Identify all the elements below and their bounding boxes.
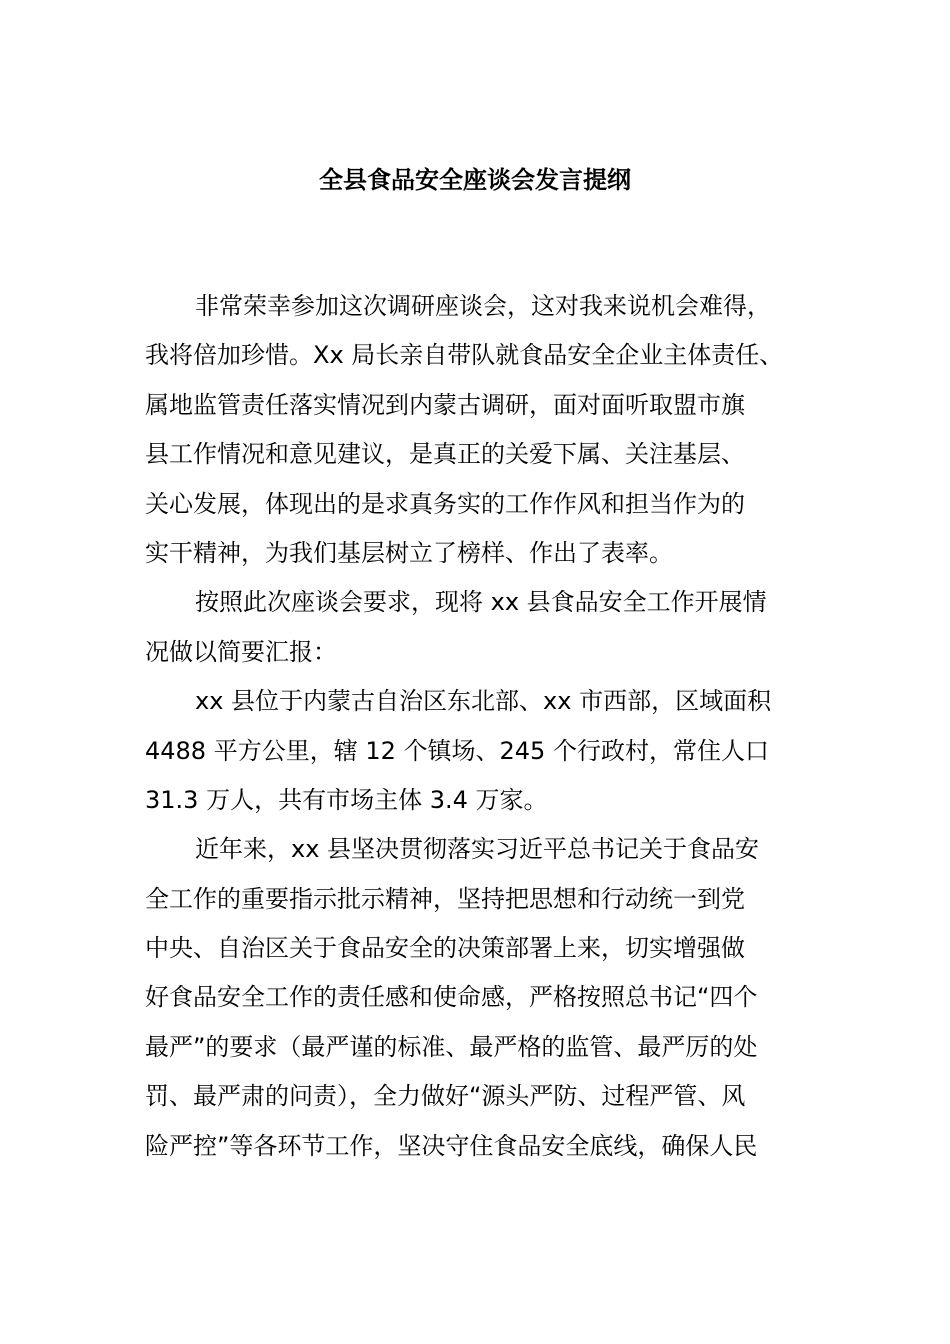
text-line: 4488 平方公里，辖 12 个镇场、245 个行政村，常住人口 <box>145 736 769 765</box>
text-line: 属地监管责任落实情况到内蒙古调研，面对面听取盟市旗 <box>145 390 745 419</box>
text-line: 好食品安全工作的责任感和使命感，严格按照总书记“四个 <box>145 983 758 1012</box>
text-line: xx 县位于内蒙古自治区东北部、xx 市西部，区域面积 <box>195 687 772 716</box>
text-line: 按照此次座谈会要求，现将 xx 县食品安全工作开展情 <box>195 588 767 617</box>
text-line: 中央、自治区关于食品安全的决策部署上来，切实增强做 <box>145 934 745 963</box>
document-body <box>145 282 810 1171</box>
text-line: 险严控”等各环节工作，坚决守住食品安全底线，确保人民 <box>145 1131 758 1160</box>
text-line: 罚、最严肃的问责），全力做好“源头严防、过程严管、风 <box>145 1082 746 1111</box>
text-line: 最严”的要求（最严谨的标准、最严格的监管、最严厉的处 <box>145 1032 758 1061</box>
text-line: 关心发展，体现出的是求真务实的工作作风和担当作为的 <box>145 489 745 518</box>
text-line: 近年来，xx 县坚决贯彻落实习近平总书记关于食品安 <box>195 835 760 864</box>
text-line: 我将倍加珍惜。Xx 局长亲自带队就食品安全企业主体责任、 <box>145 341 784 370</box>
text-line: 况做以简要汇报： <box>145 637 337 666</box>
text-line: 实干精神，为我们基层树立了榜样、作出了表率。 <box>145 538 673 567</box>
text-line: 31.3 万人，共有市场主体 3.4 万家。 <box>145 785 548 814</box>
text-line: 非常荣幸参加这次调研座谈会，这对我来说机会难得， <box>195 292 771 320</box>
text-line: 全工作的重要指示批示精神，坚持把思想和行动统一到党 <box>145 884 745 913</box>
document-title: 全县食品安全座谈会发言提纲 <box>319 166 631 194</box>
text-line: 县工作情况和意见建议，是真正的关爱下属、关注基层、 <box>145 440 745 469</box>
